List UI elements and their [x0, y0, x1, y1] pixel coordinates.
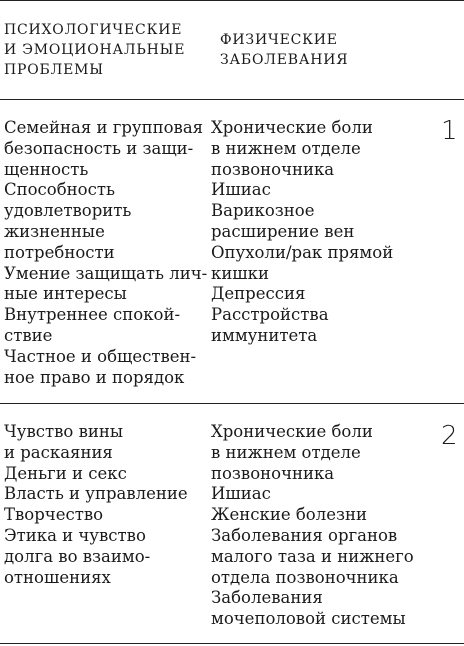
bottom-rule — [0, 643, 464, 644]
row-1-psych-line: щенность — [4, 159, 89, 179]
header-rule — [0, 99, 464, 100]
row-2-psych-line: Деньги и секс — [4, 463, 127, 483]
row-1-physical-line: Хронические боли — [211, 118, 373, 137]
row-1-number: 1 — [441, 116, 458, 146]
header-physical — [220, 30, 348, 70]
row-2-psych — [4, 422, 188, 588]
row-2-physical-line: Ишиас — [211, 484, 271, 504]
row-1-psych-line: Частное и обществен- — [4, 346, 197, 366]
row-2-psych-line: Творчество — [4, 505, 104, 525]
row-1-physical-line: в нижнем отделе — [211, 138, 361, 158]
row-1-psych — [4, 118, 207, 388]
row-1-psych-line: потребности — [4, 242, 115, 262]
row-1-psych-line: ные интересы — [4, 284, 127, 304]
row-2-physical-line: Женские болезни — [211, 505, 367, 525]
row-1-physical-line: Ишиас — [211, 180, 271, 200]
row-1-psych-line: ствие — [4, 325, 53, 345]
row-1-psych-line: ное право и порядок — [4, 367, 185, 387]
row-1-psych-line: Умение защищать лич- — [4, 263, 208, 283]
row-2-physical-line: Заболевания — [211, 588, 323, 608]
row-1-psych-line: Способность — [4, 180, 115, 200]
row-1-rule — [0, 403, 464, 404]
header-psych — [4, 20, 185, 80]
row-2-number: 2 — [441, 421, 458, 451]
row-2-psych-line: Этика и чувство — [4, 525, 146, 545]
row-1-physical-line: Расстройства — [211, 305, 329, 325]
header-physical-line: ФИЗИЧЕСКИЕ — [220, 32, 338, 48]
row-2-physical-line: малого таза и нижнего — [211, 546, 414, 566]
row-1-physical-line: позвоночника — [211, 159, 335, 179]
row-2-psych-line: отношениях — [4, 567, 111, 587]
row-1-psych-line: Внутреннее спокой- — [4, 305, 181, 325]
row-2-physical-line: позвоночника — [211, 463, 335, 483]
row-2-physical-line: Хронические боли — [211, 422, 373, 441]
row-1-psych-line: безопасность и защи- — [4, 138, 194, 158]
header-physical-line: ЗАБОЛЕВАНИЯ — [220, 52, 349, 68]
row-2-physical-line: Заболевания органов — [211, 525, 398, 545]
row-1-physical-line: иммунитета — [211, 325, 318, 345]
header-psych-line: ПСИХОЛОГИЧЕСКИЕ — [4, 22, 183, 38]
row-1-psych-line: удовлетворить — [4, 201, 132, 221]
row-2-physical-line: в нижнем отделе — [211, 442, 361, 462]
row-1-physical-line: Варикозное — [211, 201, 315, 221]
row-1-physical-line: Опухоли/рак прямой — [211, 242, 394, 262]
row-2-psych-line: Чувство вины — [4, 422, 124, 441]
row-2-psych-line: долга во взаимо- — [4, 546, 151, 566]
header-psych-line: И ЭМОЦИОНАЛЬНЫЕ — [4, 42, 186, 58]
row-1-physical-line: кишки — [211, 263, 269, 283]
row-1-physical — [211, 118, 393, 347]
row-2-psych-line: и раскаяния — [4, 442, 113, 462]
row-2-physical — [211, 422, 414, 630]
row-2-physical-line: мочеполовой системы — [211, 609, 406, 629]
top-rule — [0, 0, 464, 1]
row-2-physical-line: отдела позвоночника — [211, 567, 399, 587]
header-psych-line: ПРОБЛЕМЫ — [4, 62, 104, 78]
row-1-physical-line: расширение вен — [211, 221, 355, 241]
row-1-psych-line: жизненные — [4, 221, 105, 241]
row-2-psych-line: Власть и управление — [4, 484, 188, 504]
row-1-physical-line: Депрессия — [211, 284, 306, 304]
row-1-psych-line: Семейная и групповая — [4, 118, 204, 137]
